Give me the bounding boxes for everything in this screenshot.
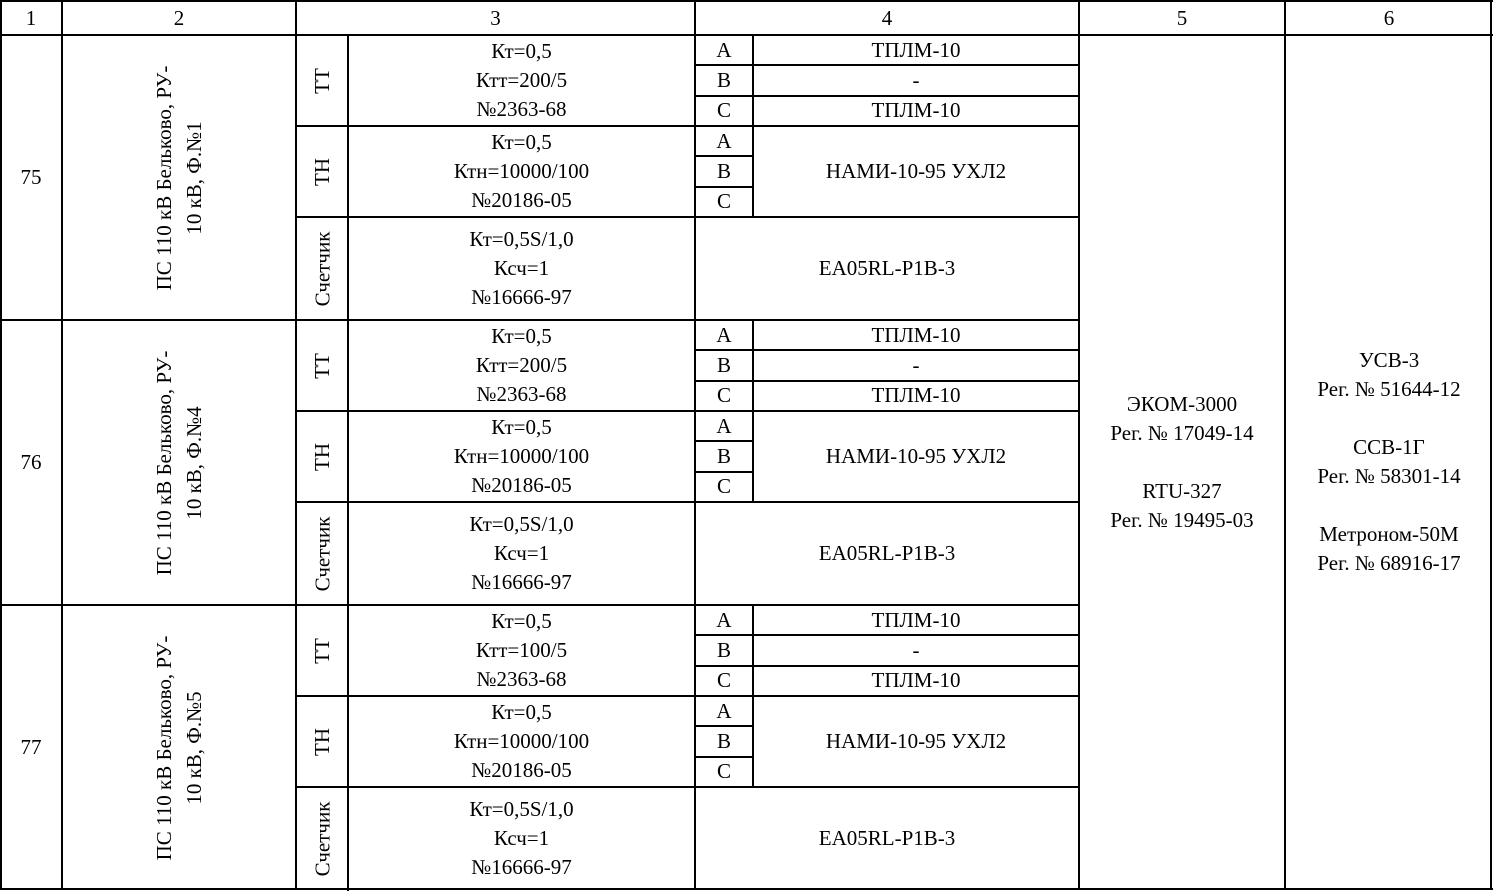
tn-phase: C <box>716 189 731 214</box>
table-top-border <box>0 0 1493 2</box>
tn-params: Кт=0,5 Ктн=10000/100 №20186-05 <box>453 700 590 782</box>
tn-device: НАМИ-10-95 УХЛ2 <box>825 444 1007 468</box>
row-divider <box>0 604 1080 606</box>
column-divider <box>752 35 754 218</box>
tt-label: ТТ <box>310 352 334 379</box>
tn-phase: B <box>716 443 731 468</box>
row-divider <box>695 186 754 188</box>
row-number: 76 <box>20 450 42 474</box>
tn-label: ТН <box>310 157 334 186</box>
column-divider <box>347 35 349 321</box>
meter-params: Кт=0,5S/1,0 Ксч=1 №16666-97 <box>469 797 574 879</box>
tt-device: ТПЛМ-10 <box>871 383 961 408</box>
tn-params: Кт=0,5 Ктн=10000/100 №20186-05 <box>453 415 590 497</box>
tt-phase: C <box>716 668 731 693</box>
column-divider <box>752 605 754 788</box>
row-number: 75 <box>20 165 42 189</box>
tn-label: ТН <box>310 727 334 756</box>
meter-device: EA05RL-P1B-3 <box>818 541 956 565</box>
tt-phase: A <box>716 322 732 347</box>
tt-device: - <box>912 67 920 92</box>
column-header-5: 5 <box>1176 6 1188 30</box>
row-divider <box>296 786 1080 788</box>
tt-label: ТТ <box>310 67 334 94</box>
meter-label: Счетчик <box>310 801 335 876</box>
tn-phase: A <box>716 413 732 438</box>
tn-phase: A <box>716 128 732 153</box>
column-divider <box>1284 1 1286 890</box>
tt-label: ТТ <box>310 637 334 664</box>
column-header-1: 1 <box>25 6 37 30</box>
tt-device: ТПЛМ-10 <box>871 98 961 123</box>
column-divider <box>752 320 754 503</box>
column-divider <box>61 1 63 890</box>
meter-params: Кт=0,5S/1,0 Ксч=1 №16666-97 <box>469 227 574 309</box>
controller-cell: ЭКОМ-3000 Рег. № 17049-14 RTU-327 Рег. № 19495-03 <box>1110 391 1254 532</box>
tt-device: ТПЛМ-10 <box>871 37 961 62</box>
column-header-4: 4 <box>881 6 893 30</box>
meter-label: Счетчик <box>310 231 335 306</box>
tt-device: - <box>912 352 920 377</box>
meter-device: EA05RL-P1B-3 <box>818 256 956 280</box>
tt-phase: B <box>716 637 731 662</box>
row-divider <box>695 471 754 473</box>
row-divider <box>695 440 754 442</box>
object-name: ПС 110 кВ Бельково, РУ- 10 кВ, Ф.№1 <box>152 65 206 290</box>
row-divider <box>296 216 1080 218</box>
object-name: ПС 110 кВ Бельково, РУ- 10 кВ, Ф.№4 <box>152 350 206 575</box>
row-divider <box>296 410 1080 412</box>
column-divider <box>295 1 297 890</box>
tn-phase: C <box>716 474 731 499</box>
table-bottom-border <box>0 888 1493 890</box>
row-divider <box>296 695 1080 697</box>
tt-phase: A <box>716 607 732 632</box>
column-divider <box>347 605 349 891</box>
column-divider <box>694 1 696 890</box>
tt-params: Кт=0,5 Ктт=200/5 №2363-68 <box>475 324 568 406</box>
tt-params: Кт=0,5 Ктт=200/5 №2363-68 <box>475 39 568 121</box>
tt-device: - <box>912 637 920 662</box>
row-number: 77 <box>20 735 42 759</box>
tt-phase: C <box>716 98 731 123</box>
tn-phase: B <box>716 158 731 183</box>
tt-device: ТПЛМ-10 <box>871 607 961 632</box>
meter-params: Кт=0,5S/1,0 Ксч=1 №16666-97 <box>469 512 574 594</box>
row-divider <box>0 319 1080 321</box>
column-divider <box>1078 1 1080 890</box>
tn-phase: A <box>716 698 732 723</box>
time-sync-cell: УСВ-3 Рег. № 51644-12 ССВ-1Г Рег. № 58301-14 Метроном-50М Рег. № 68916-17 <box>1317 348 1461 575</box>
tn-phase: B <box>716 728 731 753</box>
object-name: ПС 110 кВ Бельково, РУ- 10 кВ, Ф.№5 <box>152 635 206 860</box>
row-divider <box>695 725 754 727</box>
tn-label: ТН <box>310 442 334 471</box>
column-header-6: 6 <box>1383 6 1395 30</box>
row-divider <box>695 756 754 758</box>
tt-phase: B <box>716 352 731 377</box>
tt-phase: B <box>716 67 731 92</box>
row-divider <box>296 125 1080 127</box>
tt-device: ТПЛМ-10 <box>871 322 961 347</box>
column-header-3: 3 <box>490 6 501 30</box>
meter-device: EA05RL-P1B-3 <box>818 826 956 850</box>
column-divider <box>347 320 349 606</box>
column-header-2: 2 <box>173 6 185 30</box>
tn-device: НАМИ-10-95 УХЛ2 <box>825 729 1007 753</box>
header-divider <box>0 34 1493 36</box>
row-divider <box>695 155 754 157</box>
tt-phase: A <box>716 37 732 62</box>
table-right-border <box>1490 1 1492 890</box>
tn-params: Кт=0,5 Ктн=10000/100 №20186-05 <box>453 130 590 212</box>
row-divider <box>296 501 1080 503</box>
meter-label: Счетчик <box>310 516 335 591</box>
tn-device: НАМИ-10-95 УХЛ2 <box>825 159 1007 183</box>
tt-device: ТПЛМ-10 <box>871 668 961 693</box>
table-left-border <box>0 1 2 890</box>
tt-params: Кт=0,5 Ктт=100/5 №2363-68 <box>475 609 568 691</box>
tn-phase: C <box>716 759 731 784</box>
tt-phase: C <box>716 383 731 408</box>
